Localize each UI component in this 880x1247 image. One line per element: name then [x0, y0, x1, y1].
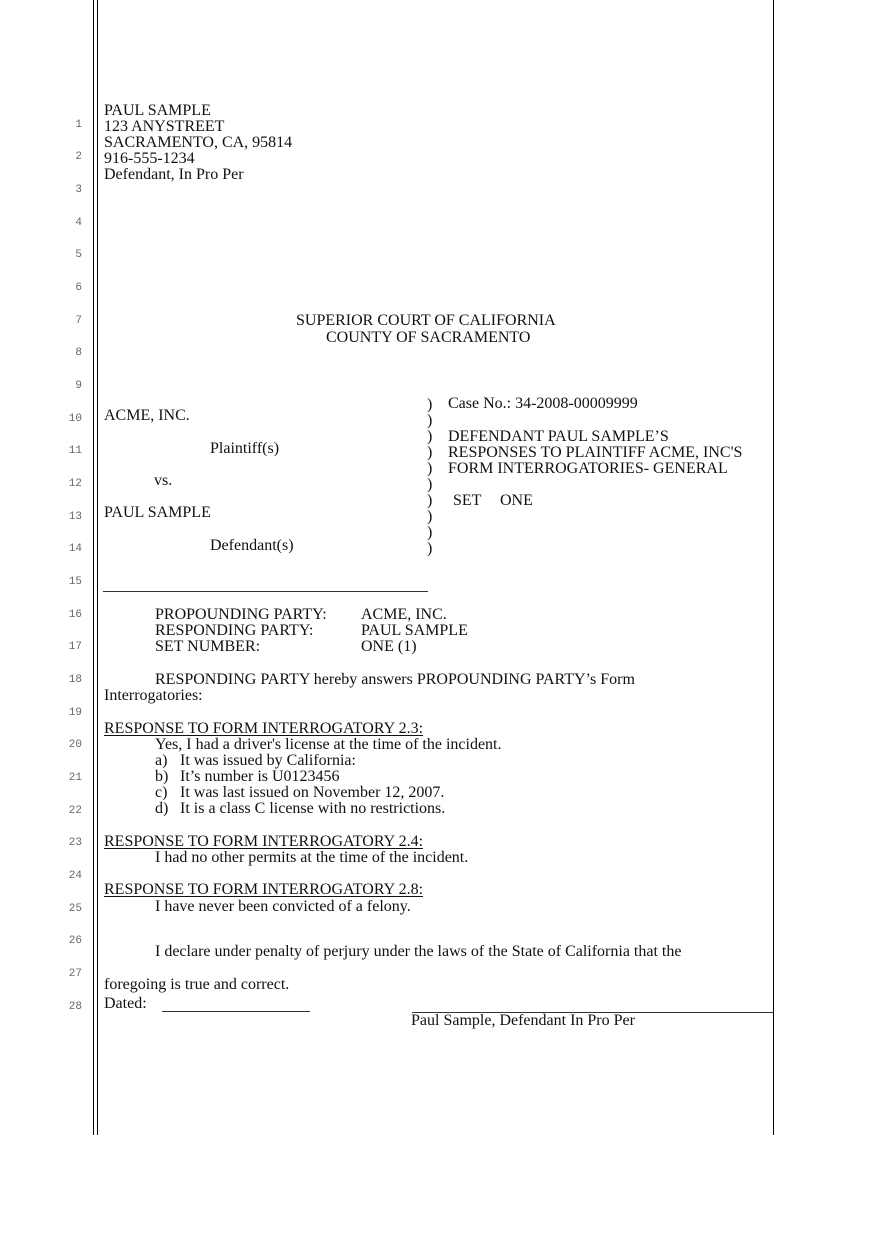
- declaration-line-1: I declare under penalty of perjury under the laws of the State of California that the: [155, 943, 682, 960]
- dated-signature-line: [162, 1011, 310, 1012]
- defendant-label: Defendant(s): [210, 537, 294, 554]
- caption-paren: ): [427, 444, 433, 461]
- caption-paren: ): [427, 396, 433, 413]
- line-number: 25: [68, 903, 82, 915]
- list-item-text: It’s number is U0123456: [180, 768, 340, 785]
- right-margin-rule: [773, 0, 774, 1135]
- case-number: Case No.: 34-2008-00009999: [448, 395, 638, 412]
- list-item-text: It was issued by California:: [180, 752, 356, 769]
- line-number: 3: [75, 184, 82, 196]
- court-name: SUPERIOR COURT OF CALIFORNIA: [296, 312, 556, 329]
- list-item-marker: a): [155, 752, 168, 769]
- line-number: 7: [75, 315, 82, 327]
- plaintiff-label: Plaintiff(s): [210, 440, 280, 457]
- line-number: 20: [68, 739, 82, 751]
- caption-paren: ): [427, 460, 433, 477]
- caption-paren: ): [427, 492, 433, 509]
- declaration-line-2: foregoing is true and correct.: [104, 976, 290, 993]
- versus-label: vs.: [154, 472, 173, 489]
- document-title-line-2: RESPONSES TO PLAINTIFF ACME, INC'S: [448, 444, 743, 461]
- party-phone: 916-555-1234: [104, 150, 195, 167]
- document-title-line-1: DEFENDANT PAUL SAMPLE’S: [448, 428, 669, 445]
- line-number: 19: [68, 707, 82, 719]
- line-number: 16: [68, 609, 82, 621]
- line-number: 14: [68, 543, 82, 555]
- list-item-marker: b): [155, 768, 169, 785]
- line-number: 28: [68, 1001, 82, 1013]
- left-margin-rule-outer: [93, 0, 94, 1135]
- response-heading: RESPONSE TO FORM INTERROGATORY 2.8:: [104, 881, 424, 898]
- line-number: 2: [75, 151, 82, 163]
- plaintiff-name: ACME, INC.: [104, 407, 190, 424]
- document-title-line-3: FORM INTERROGATORIES- GENERAL: [448, 460, 728, 477]
- responding-party-label: RESPONDING PARTY:: [155, 622, 314, 639]
- line-number: 6: [75, 282, 82, 294]
- line-number: 23: [68, 837, 82, 849]
- party-street: 123 ANYSTREET: [104, 118, 225, 135]
- party-role: Defendant, In Pro Per: [104, 166, 244, 183]
- defendant-name: PAUL SAMPLE: [104, 504, 211, 521]
- court-county: COUNTY OF SACRAMENTO: [326, 329, 531, 346]
- line-number: 22: [68, 805, 82, 817]
- set-number-label: SET NUMBER:: [155, 638, 261, 655]
- intro-line-2: Interrogatories:: [104, 687, 203, 704]
- line-number: 12: [68, 478, 82, 490]
- responding-party-value: PAUL SAMPLE: [361, 622, 468, 639]
- response-text: I had no other permits at the time of the incident.: [155, 849, 469, 866]
- caption-paren: ): [427, 476, 433, 493]
- propounding-party-value: ACME, INC.: [361, 606, 447, 623]
- line-number: 24: [68, 870, 82, 882]
- line-number: 8: [75, 347, 82, 359]
- line-number: 4: [75, 217, 82, 229]
- line-number: 27: [68, 968, 82, 980]
- set-number-value: ONE (1): [361, 638, 417, 655]
- line-number: 1: [75, 119, 82, 131]
- line-number: 11: [68, 445, 82, 457]
- line-number: 21: [68, 772, 82, 784]
- caption-paren: ): [427, 508, 433, 525]
- set-label: SET: [453, 492, 482, 509]
- line-number: 18: [68, 674, 82, 686]
- response-text: Yes, I had a driver's license at the time of the incident.: [155, 736, 502, 753]
- response-text: I have never been convicted of a felony.: [155, 898, 411, 915]
- list-item-marker: c): [155, 784, 168, 801]
- signature-label: Paul Sample, Defendant In Pro Per: [411, 1012, 635, 1029]
- line-number: 9: [75, 380, 82, 392]
- set-value: ONE: [500, 492, 533, 509]
- line-number: 10: [68, 413, 82, 425]
- response-heading: RESPONSE TO FORM INTERROGATORY 2.3:: [104, 720, 424, 737]
- dated-label: Dated:: [104, 995, 147, 1012]
- caption-paren: ): [427, 540, 433, 557]
- caption-divider: [103, 591, 428, 592]
- line-number: 17: [68, 641, 82, 653]
- left-margin-rule-inner: [97, 0, 98, 1135]
- list-item-text: It is a class C license with no restrictions.: [180, 800, 446, 817]
- line-number: 13: [68, 511, 82, 523]
- party-name: PAUL SAMPLE: [104, 102, 211, 119]
- party-city: SACRAMENTO, CA, 95814: [104, 134, 293, 151]
- caption-paren: ): [427, 428, 433, 445]
- caption-paren: ): [427, 524, 433, 541]
- list-item-marker: d): [155, 800, 169, 817]
- line-number: 15: [68, 576, 82, 588]
- line-number: 5: [75, 249, 82, 261]
- propounding-party-label: PROPOUNDING PARTY:: [155, 606, 327, 623]
- response-heading: RESPONSE TO FORM INTERROGATORY 2.4:: [104, 833, 424, 850]
- caption-paren: ): [427, 412, 433, 429]
- intro-line-1: RESPONDING PARTY hereby answers PROPOUNDING PARTY’s Form: [155, 671, 635, 688]
- line-number: 26: [68, 935, 82, 947]
- list-item-text: It was last issued on November 12, 2007.: [180, 784, 445, 801]
